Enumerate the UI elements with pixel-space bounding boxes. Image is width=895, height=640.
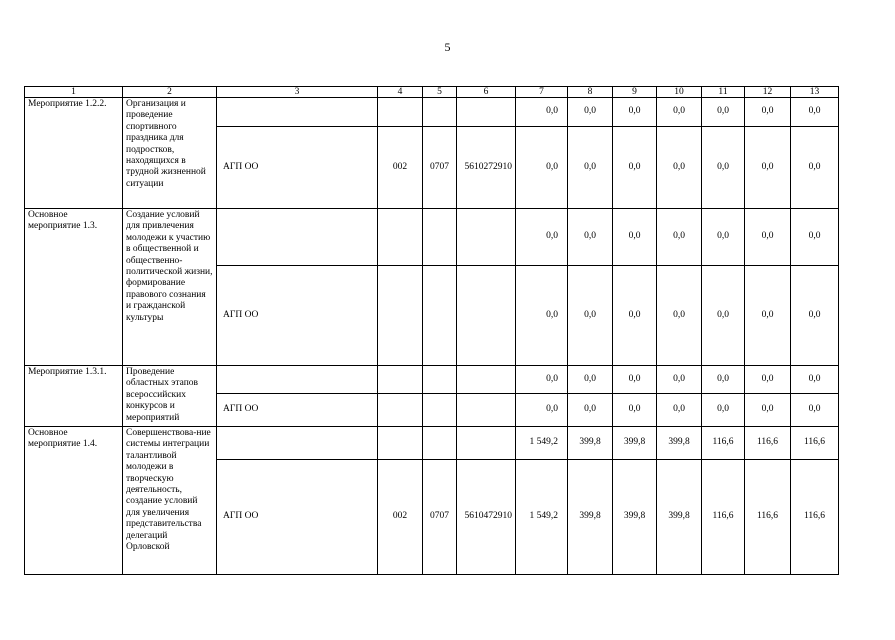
value-cell: 116,6 xyxy=(745,460,791,575)
page-number: 5 xyxy=(444,40,451,54)
value-cell: 0,0 xyxy=(702,266,745,366)
target-code-cell xyxy=(457,209,516,266)
value-cell: 116,6 xyxy=(702,427,745,460)
value-cell: 1 549,2 xyxy=(516,427,568,460)
grbs-code-cell xyxy=(378,366,423,394)
header-row xyxy=(25,87,839,98)
table-row xyxy=(25,366,839,394)
value-cell: 0,0 xyxy=(791,98,839,127)
column-header: 13 xyxy=(791,87,839,98)
section-code-cell: 0707 xyxy=(423,127,457,209)
activity-description: Совершенствова-ние системы интеграции талантливой молодежи в творческую деятельность, создание условий для увеличения представительства делегаций Орловской xyxy=(123,427,217,575)
value-cell: 0,0 xyxy=(568,209,613,266)
executor-cell: АГП ОО xyxy=(217,394,378,427)
section-code-cell xyxy=(423,98,457,127)
activity-description: Организация и проведение спортивного праздника для подростков, находящихся в трудной жизненной ситуации xyxy=(123,98,217,209)
value-cell: 0,0 xyxy=(702,209,745,266)
activity-code: Мероприятие 1.3.1. xyxy=(25,366,123,427)
grbs-code-cell xyxy=(378,427,423,460)
value-cell: 399,8 xyxy=(657,460,702,575)
table-row xyxy=(25,209,839,266)
value-cell: 0,0 xyxy=(657,266,702,366)
value-cell: 1 549,2 xyxy=(516,460,568,575)
value-cell: 0,0 xyxy=(791,127,839,209)
column-header: 10 xyxy=(657,87,702,98)
executor-cell xyxy=(217,98,378,127)
value-cell: 399,8 xyxy=(613,460,657,575)
target-code-cell xyxy=(457,394,516,427)
value-cell: 0,0 xyxy=(791,394,839,427)
target-code-cell xyxy=(457,427,516,460)
target-code-cell xyxy=(457,366,516,394)
value-cell: 399,8 xyxy=(568,460,613,575)
value-cell: 0,0 xyxy=(657,366,702,394)
value-cell: 0,0 xyxy=(516,366,568,394)
value-cell: 0,0 xyxy=(613,209,657,266)
column-header: 2 xyxy=(123,87,217,98)
value-cell: 0,0 xyxy=(613,366,657,394)
value-cell: 0,0 xyxy=(657,127,702,209)
value-cell: 0,0 xyxy=(745,209,791,266)
grbs-code-cell xyxy=(378,266,423,366)
value-cell: 116,6 xyxy=(745,427,791,460)
value-cell: 0,0 xyxy=(745,127,791,209)
value-cell: 0,0 xyxy=(516,127,568,209)
value-cell: 0,0 xyxy=(702,98,745,127)
value-cell: 0,0 xyxy=(613,127,657,209)
target-code-cell xyxy=(457,98,516,127)
table-row xyxy=(25,98,839,127)
grbs-code-cell xyxy=(378,98,423,127)
column-header: 8 xyxy=(568,87,613,98)
activity-code: Основное мероприятие 1.4. xyxy=(25,427,123,575)
value-cell: 0,0 xyxy=(791,266,839,366)
grbs-code-cell xyxy=(378,209,423,266)
value-cell: 0,0 xyxy=(568,98,613,127)
column-header: 1 xyxy=(25,87,123,98)
value-cell: 0,0 xyxy=(745,266,791,366)
value-cell: 399,8 xyxy=(613,427,657,460)
section-code-cell: 0707 xyxy=(423,460,457,575)
section-code-cell xyxy=(423,366,457,394)
target-code-cell: 5610472910 xyxy=(457,460,516,575)
activity-description: Проведение областных этапов всероссийских конкурсов и мероприятий xyxy=(123,366,217,427)
executor-cell xyxy=(217,427,378,460)
value-cell: 0,0 xyxy=(613,98,657,127)
value-cell: 0,0 xyxy=(516,98,568,127)
value-cell: 0,0 xyxy=(657,98,702,127)
target-code-cell xyxy=(457,266,516,366)
value-cell: 0,0 xyxy=(568,127,613,209)
value-cell: 0,0 xyxy=(568,394,613,427)
value-cell: 116,6 xyxy=(791,460,839,575)
column-header: 9 xyxy=(613,87,657,98)
executor-cell: АГП ОО xyxy=(217,460,378,575)
value-cell: 0,0 xyxy=(516,394,568,427)
value-cell: 0,0 xyxy=(791,209,839,266)
column-header: 7 xyxy=(516,87,568,98)
activity-description: Создание условий для привлечения молодежи к участию в общественной и общественно-политической жизни, формирование правового сознания и гражданской культуры xyxy=(123,209,217,366)
value-cell: 399,8 xyxy=(568,427,613,460)
column-header: 11 xyxy=(702,87,745,98)
value-cell: 0,0 xyxy=(657,394,702,427)
executor-cell xyxy=(217,209,378,266)
target-code-cell: 5610272910 xyxy=(457,127,516,209)
value-cell: 116,6 xyxy=(791,427,839,460)
section-code-cell xyxy=(423,266,457,366)
value-cell: 116,6 xyxy=(702,460,745,575)
value-cell: 0,0 xyxy=(745,366,791,394)
value-cell: 0,0 xyxy=(702,127,745,209)
budget-table xyxy=(24,86,839,575)
grbs-code-cell xyxy=(378,394,423,427)
column-header: 5 xyxy=(423,87,457,98)
column-header: 3 xyxy=(217,87,378,98)
value-cell: 0,0 xyxy=(613,394,657,427)
section-code-cell xyxy=(423,209,457,266)
column-header: 6 xyxy=(457,87,516,98)
section-code-cell xyxy=(423,394,457,427)
executor-cell xyxy=(217,366,378,394)
grbs-code-cell: 002 xyxy=(378,127,423,209)
value-cell: 0,0 xyxy=(745,394,791,427)
value-cell: 0,0 xyxy=(516,266,568,366)
activity-code: Мероприятие 1.2.2. xyxy=(25,98,123,209)
grbs-code-cell: 002 xyxy=(378,460,423,575)
activity-code: Основное мероприятие 1.3. xyxy=(25,209,123,366)
value-cell: 0,0 xyxy=(745,98,791,127)
value-cell: 0,0 xyxy=(657,209,702,266)
value-cell: 0,0 xyxy=(568,266,613,366)
value-cell: 0,0 xyxy=(516,209,568,266)
executor-cell: АГП ОО xyxy=(217,266,378,366)
value-cell: 0,0 xyxy=(613,266,657,366)
value-cell: 0,0 xyxy=(702,366,745,394)
executor-cell: АГП ОО xyxy=(217,127,378,209)
value-cell: 0,0 xyxy=(791,366,839,394)
value-cell: 399,8 xyxy=(657,427,702,460)
value-cell: 0,0 xyxy=(568,366,613,394)
column-header: 4 xyxy=(378,87,423,98)
column-header: 12 xyxy=(745,87,791,98)
table-row xyxy=(25,427,839,460)
section-code-cell xyxy=(423,427,457,460)
value-cell: 0,0 xyxy=(702,394,745,427)
